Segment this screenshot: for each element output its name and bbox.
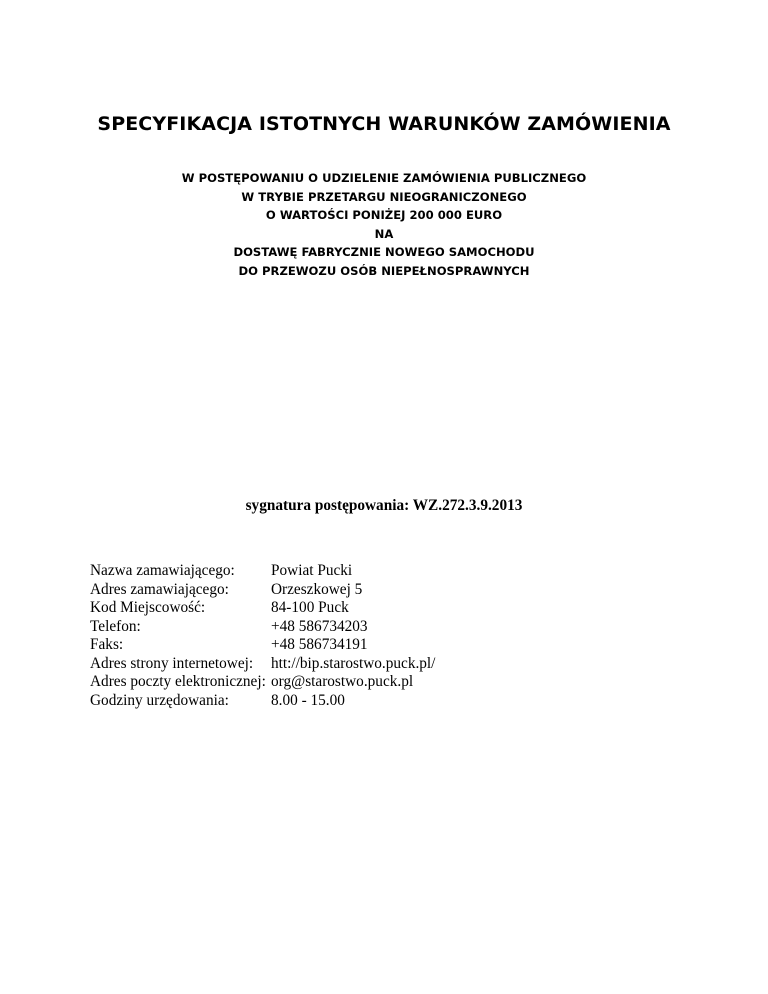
contracting-authority-info <box>90 562 435 710</box>
case-signature: sygnatura postępowania: WZ.272.3.9.2013 <box>245 497 523 514</box>
info-value: 84-100 Puck <box>271 599 349 616</box>
subtitle-line: W TRYBIE PRZETARGU NIEOGRANICZONEGO <box>241 189 527 204</box>
subtitle-line: W POSTĘPOWANIU O UDZIELENIE ZAMÓWIENIA PUBLICZNEGO <box>181 171 587 185</box>
info-label: Kod Miejscowość: <box>90 599 206 616</box>
info-value: +48 586734203 <box>271 617 368 635</box>
info-label: Adres strony internetowej: <box>90 654 254 672</box>
info-row-email <box>90 673 435 692</box>
info-label: Adres zamawiającego: <box>90 580 229 598</box>
info-label: Nazwa zamawiającego: <box>90 562 235 579</box>
document-title: SPECYFIKACJA ISTOTNYCH WARUNKÓW ZAMÓWIENIA <box>97 113 671 135</box>
info-row-office-hours <box>90 692 435 711</box>
info-value: Powiat Pucki <box>271 562 353 579</box>
info-value: org@starostwo.puck.pl <box>271 673 414 690</box>
subtitle-line: DOSTAWĘ FABRYCZNIE NOWEGO SAMOCHODU <box>233 245 535 260</box>
info-row-website <box>90 655 435 674</box>
info-row-fax <box>90 636 435 655</box>
info-value: htt://bip.starostwo.puck.pl/ <box>271 654 436 672</box>
info-row-postal-code <box>90 599 435 618</box>
info-value: +48 586734191 <box>271 636 368 653</box>
info-row-phone <box>90 618 435 637</box>
info-label: Godziny urzędowania: <box>90 691 229 709</box>
procedure-description <box>0 169 768 281</box>
info-value: Orzeszkowej 5 <box>271 580 363 598</box>
info-label: Telefon: <box>90 617 141 635</box>
subtitle-line: O WARTOŚCI PONIŻEJ 200 000 EURO <box>265 208 503 223</box>
subtitle-line: NA <box>374 226 394 241</box>
info-label: Adres poczty elektronicznej: <box>90 673 266 690</box>
info-row-address <box>90 581 435 600</box>
info-label: Faks: <box>90 636 124 653</box>
info-row-name <box>90 562 435 581</box>
subtitle-line: DO PRZEWOZU OSÓB NIEPEŁNOSPRAWNYCH <box>238 263 530 278</box>
info-value: 8.00 - 15.00 <box>271 691 345 709</box>
